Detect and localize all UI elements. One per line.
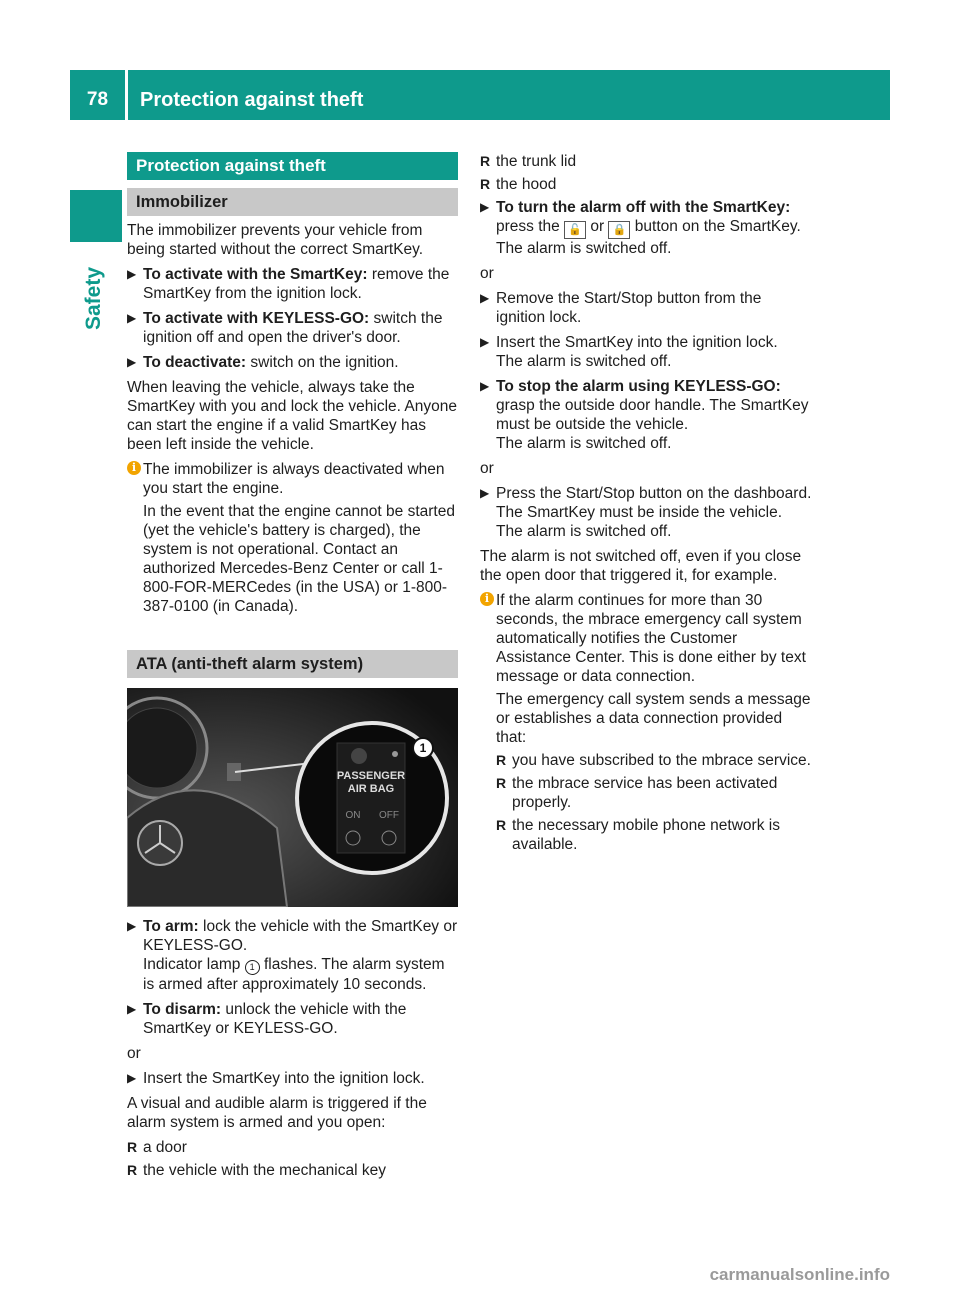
arrow-right-icon: ▶ [127,355,137,369]
left-column [127,152,458,1184]
info-icon: i [480,592,494,606]
page-number: 78 [86,89,109,110]
list-item-text: the mbrace service has been activated properly. [512,775,778,811]
step-stop-keyless [480,377,812,453]
arrow-right-icon: ▶ [127,267,137,281]
list-item: R the trunk lid [480,153,577,170]
arrow-right-icon: ▶ [480,335,490,349]
step-deactivate [127,353,458,372]
step-text: press the [496,218,565,235]
step-label: To arm: [143,918,199,935]
step-text: remove the SmartKey from the ignition lock. [143,266,450,302]
header-title: Protection against theft [140,89,364,111]
info-text: The immobilizer is always deactivated when you start the engine. [143,461,445,497]
right-column [480,152,812,860]
list-item-text: the trunk lid [496,153,577,170]
side-marker [70,190,122,242]
step-text: Press the Start/Stop button on the dashboard. The SmartKey must be inside the vehicle. [496,485,812,521]
arrow-right-icon: ▶ [127,1071,137,1085]
step-text: or [586,218,609,235]
info-block [480,591,812,854]
callout-marker: 1 [245,960,260,975]
result-text: The alarm is switched off. [496,523,672,540]
or-text: or [127,1045,141,1062]
arrow-right-icon: ▶ [480,379,490,393]
immobilizer-intro: The immobilizer prevents your vehicle from being started without the correct SmartKey. [127,222,424,258]
list-item-text: you have subscribed to the mbrace service. [512,752,811,769]
off-label: OFF [379,810,399,821]
arrow-right-icon: ▶ [480,291,490,305]
step-text: switch the ignition off and open the driver's door. [143,310,443,346]
info-text: The emergency call system sends a message or establishes a data connection provided that: [496,691,811,746]
step-text: unlock the vehicle with the SmartKey or KEYLESS-GO. [143,1001,407,1037]
unlock-icon: 🔓 [564,221,586,239]
step-insert-key [127,1069,458,1088]
step-label: To stop the alarm using KEYLESS-GO: [496,378,781,395]
dashboard-photo [127,688,458,907]
result-text: The alarm is switched off. [496,435,672,452]
airbag-label: AIR BAG [347,783,395,795]
step-text: flashes. The alarm system is armed after approximately 10 seconds. [143,956,445,993]
list-item-text: a door [143,1139,187,1156]
list-item: R the mbrace service has been activated properly. [496,775,778,811]
on-label: ON [345,810,361,821]
step-label: To activate with the SmartKey: [143,266,368,283]
step-text: Indicator lamp [143,956,245,973]
step-text: button on the SmartKey. [630,218,801,235]
passenger-label: PASSENGER [336,770,406,782]
header-divider [125,70,128,120]
arrow-right-icon: ▶ [480,200,490,214]
list-item: R the hood [480,176,557,193]
step-activate-keyless [127,309,458,347]
list-item: R a door [127,1139,187,1156]
section-title: Protection against theft [127,152,458,180]
or-text: or [480,265,494,282]
step-label: To activate with KEYLESS-GO: [143,310,370,327]
result-text: The alarm is switched off. [496,240,672,257]
side-label: Safety [82,266,105,330]
step-insert-smartkey [480,333,812,371]
arrow-right-icon: ▶ [127,1002,137,1016]
result-text: The alarm is switched off. [496,353,672,370]
arrow-right-icon: ▶ [480,486,490,500]
list-item: R the necessary mobile phone network is available. [496,817,780,853]
list-item: R you have subscribed to the mbrace service. [496,752,811,769]
info-icon: i [127,461,141,475]
immobilizer-heading: Immobilizer [127,188,458,216]
list-item: R the vehicle with the mechanical key [127,1162,386,1179]
step-text: switch on the ignition. [246,354,399,371]
step-text: grasp the outside door handle. The SmartKey must be outside the vehicle. [496,397,809,433]
step-press-start-stop [480,484,812,541]
trigger-intro: A visual and audible alarm is triggered if the alarm system is armed and you open: [127,1095,427,1131]
step-activate-smartkey [127,265,458,303]
immobilizer-note: When leaving the vehicle, always take the SmartKey with you and lock the vehicle. Anyone can start the engine if a valid SmartKey has been left inside the vehicle. [127,379,457,453]
step-label: To disarm: [143,1001,222,1018]
step-arm [127,917,458,994]
ata-heading: ATA (anti-theft alarm system) [127,650,458,678]
step-text: lock the vehicle with the SmartKey or KEYLESS-GO. [143,918,458,954]
lock-icon: 🔒 [608,221,630,239]
info-block [127,460,458,616]
step-disarm [127,1000,458,1038]
step-turn-off-smartkey [480,198,812,258]
dashboard-illustration [127,688,458,907]
watermark: carmanualsonline.info [709,1265,890,1284]
not-off-note: The alarm is not switched off, even if you close the open door that triggered it, for example. [480,548,802,584]
step-text: Insert the SmartKey into the ignition lock. [143,1070,425,1087]
info-text: If the alarm continues for more than 30 seconds, the mbrace emergency call system automatically notifies the Customer Assistance Center. This is done either by text message or data connection. [496,592,806,685]
step-label: To turn the alarm off with the SmartKey: [496,199,791,216]
info-text: In the event that the engine cannot be started (yet the vehicle's battery is charged), the system is not operational. Contact an authorized Mercedes-Benz Center or call 1-800-FOR-MERCedes (in the USA) or 1-800-387-0100 (in Canada). [143,503,455,615]
step-label: To deactivate: [143,354,247,371]
list-item-text: the necessary mobile phone network is available. [512,817,780,853]
step-text: Insert the SmartKey into the ignition lock. [496,334,778,351]
callout-number: 1 [419,741,427,755]
list-item-text: the vehicle with the mechanical key [143,1162,386,1179]
arrow-right-icon: ▶ [127,311,137,325]
list-item-text: the hood [496,176,557,193]
or-text: or [480,460,494,477]
step-remove-start-stop [480,289,812,327]
arrow-right-icon: ▶ [127,919,137,933]
step-text: Remove the Start/Stop button from the ignition lock. [496,290,762,326]
